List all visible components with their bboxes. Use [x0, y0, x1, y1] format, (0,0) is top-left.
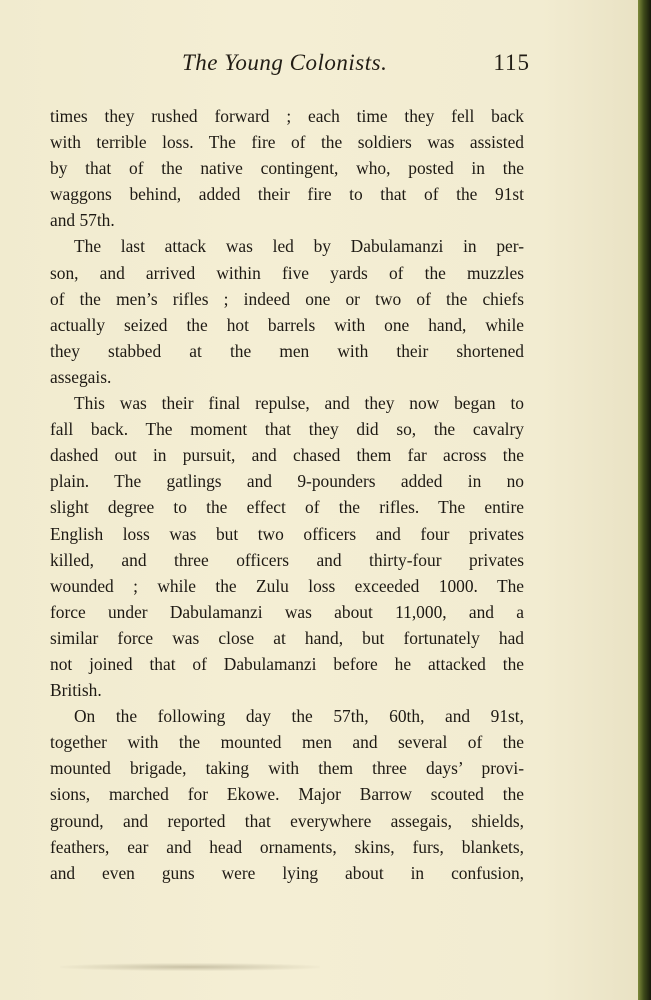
text-line: British. — [50, 680, 102, 701]
text-line: dashed out in pursuit, and chased them far across the — [50, 445, 524, 466]
text-line: ground, and reported that everywhere assegais, shields, — [50, 810, 524, 831]
text-line: English loss was but two officers and four privates — [50, 523, 524, 544]
text-line: force under Dabulamanzi was about 11,000, and a — [50, 601, 524, 622]
text-line: assegais. — [50, 366, 112, 387]
text-line: son, and arrived within five yards of the muzzles — [50, 262, 524, 283]
text-line: The last attack was led by Dabulamanzi in per- — [74, 236, 524, 257]
text-line: and even guns were lying about in confusion, — [50, 862, 524, 883]
page-smudge — [60, 963, 320, 971]
page-edge-shadow — [638, 0, 651, 1000]
text-line: slight degree to the effect of the rifles. The entire — [50, 497, 524, 518]
running-header — [50, 50, 530, 84]
text-line: waggons behind, added their fire to that of the 91st — [50, 184, 524, 205]
text-line: they stabbed at the men with their shortened — [50, 340, 524, 361]
text-line: actually seized the hot barrels with one hand, while — [50, 314, 524, 335]
paragraph — [50, 103, 524, 233]
text-line: killed, and three officers and thirty-four privates — [50, 549, 524, 570]
text-line: of the men’s rifles ; indeed one or two of the chiefs — [50, 288, 524, 309]
text-line: fall back. The moment that they did so, the cavalry — [50, 419, 524, 440]
running-title: The Young Colonists. — [182, 50, 388, 75]
paragraph — [50, 703, 524, 886]
text-line: sions, marched for Ekowe. Major Barrow scouted the — [50, 784, 524, 805]
text-line: feathers, ear and head ornaments, skins, furs, blankets, — [50, 836, 524, 857]
text-line: by that of the native contingent, who, posted in the — [50, 158, 524, 179]
text-line: similar force was close at hand, but fortunately had — [50, 627, 524, 648]
paragraph — [50, 390, 524, 703]
text-line: This was their final repulse, and they now began to — [74, 393, 524, 414]
text-line: mounted brigade, taking with them three days’ provi- — [50, 758, 524, 779]
body-text — [50, 103, 524, 886]
text-line: not joined that of Dabulamanzi before he attacked the — [50, 653, 524, 674]
paragraph — [50, 233, 524, 390]
page-number: 115 — [493, 50, 530, 75]
text-line: plain. The gatlings and 9-pounders added in no — [50, 471, 524, 492]
text-line: together with the mounted men and several of the — [50, 732, 524, 753]
text-line: times they rushed forward ; each time they fell back — [50, 106, 524, 126]
text-line: with terrible loss. The fire of the soldiers was assisted — [50, 132, 524, 153]
text-line: and 57th. — [50, 210, 115, 231]
text-line: On the following day the 57th, 60th, and 91st, — [74, 706, 524, 727]
text-line: wounded ; while the Zulu loss exceeded 1000. The — [50, 575, 524, 596]
